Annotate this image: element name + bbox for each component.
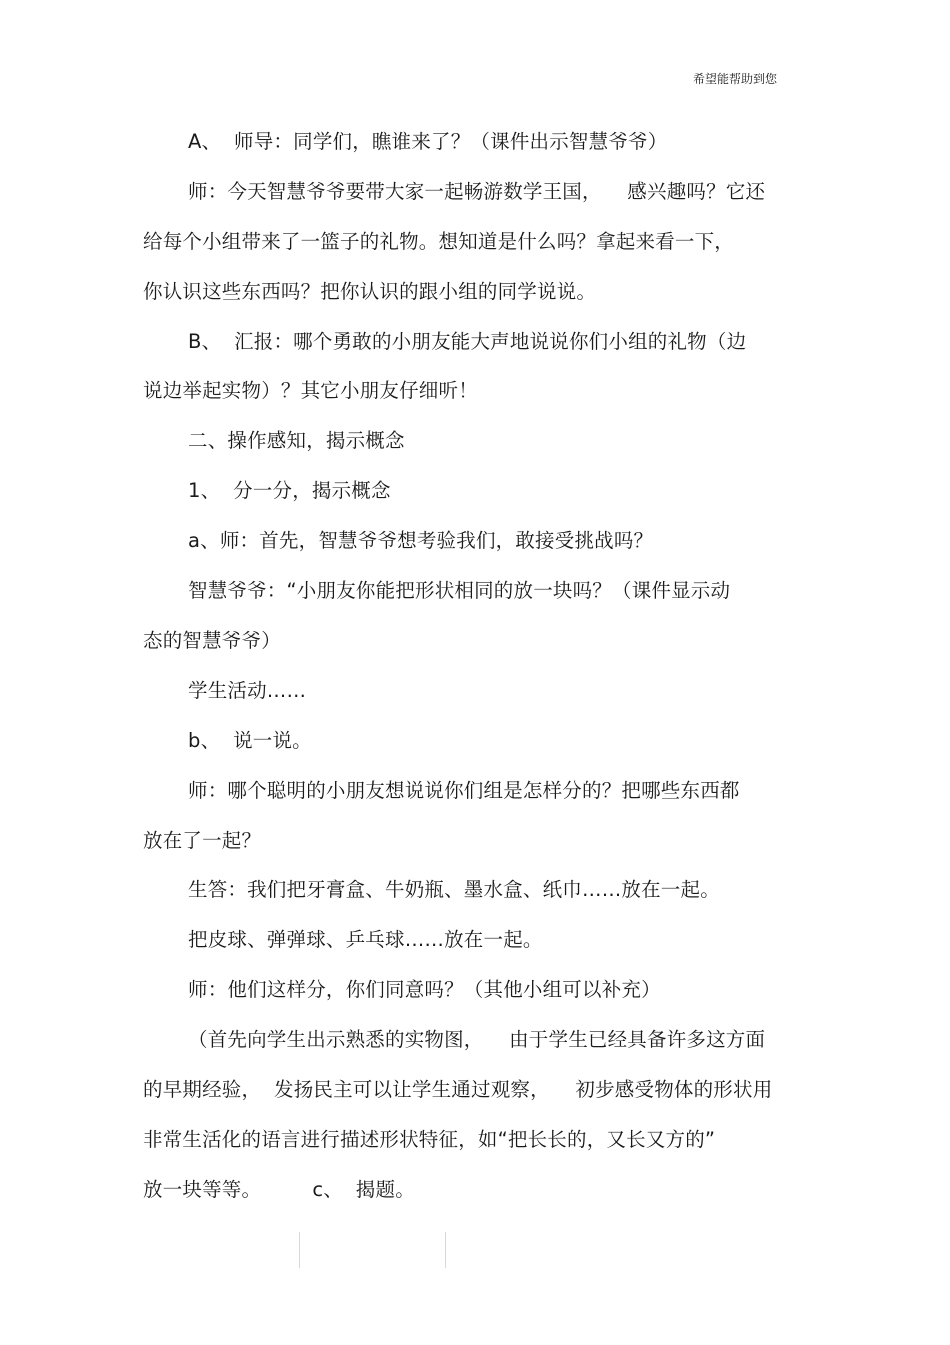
divider-right: [445, 1232, 446, 1268]
text-line: A、 师导：同学们，瞧谁来了？（课件出示智慧爷爷）: [188, 130, 668, 153]
text-line: 给每个小组带来了一篮子的礼物。想知道是什么吗？拿起来看一下，: [143, 230, 735, 253]
text-line: 态的智慧爷爷）: [143, 629, 281, 652]
text-line: 智慧爷爷：“小朋友你能把形状相同的放一块吗？（课件显示动: [188, 579, 731, 602]
text-line: 放一块等等。 c、 揭题。: [143, 1178, 415, 1201]
text-line: 二、操作感知，揭示概念: [188, 429, 405, 452]
text-line: 你认识这些东西吗？把你认识的跟小组的同学说说。: [143, 280, 597, 303]
text-line: 非常生活化的语言进行描述形状特征，如“把长长的，又长又方的”: [143, 1128, 716, 1151]
text-line: 放在了一起？: [143, 829, 262, 852]
text-line: 生答：我们把牙膏盒、牛奶瓶、墨水盒、纸巾……放在一起。: [188, 878, 720, 901]
text-line: 学生活动……: [188, 679, 307, 702]
text-line: 师：他们这样分，你们同意吗？（其他小组可以补充）: [188, 978, 661, 1001]
text-line: 师：哪个聪明的小朋友想说说你们组是怎样分的？把哪些东西都: [188, 779, 740, 802]
text-line: B、 汇报：哪个勇敢的小朋友能大声地说说你们小组的礼物（边: [188, 330, 747, 353]
text-line: （首先向学生出示熟悉的实物图， 由于学生已经具备许多这方面: [188, 1028, 766, 1051]
page-header: 希望能帮助到您: [693, 72, 778, 86]
text-line: 师：今天智慧爷爷要带大家一起畅游数学王国， 感兴趣吗？它还: [188, 180, 766, 203]
text-line: 说边举起实物）？其它小朋友仔细听！: [143, 379, 478, 402]
text-line: a、师：首先，智慧爷爷想考验我们，敢接受挑战吗？: [188, 529, 654, 552]
divider-left: [299, 1232, 300, 1268]
text-line: 1、 分一分，揭示概念: [188, 479, 391, 502]
text-line: 的早期经验， 发扬民主可以让学生通过观察， 初步感受物体的形状用: [143, 1078, 773, 1101]
text-line: b、 说一说。: [188, 729, 312, 752]
text-line: 把皮球、弹弹球、乒乓球……放在一起。: [188, 928, 543, 951]
